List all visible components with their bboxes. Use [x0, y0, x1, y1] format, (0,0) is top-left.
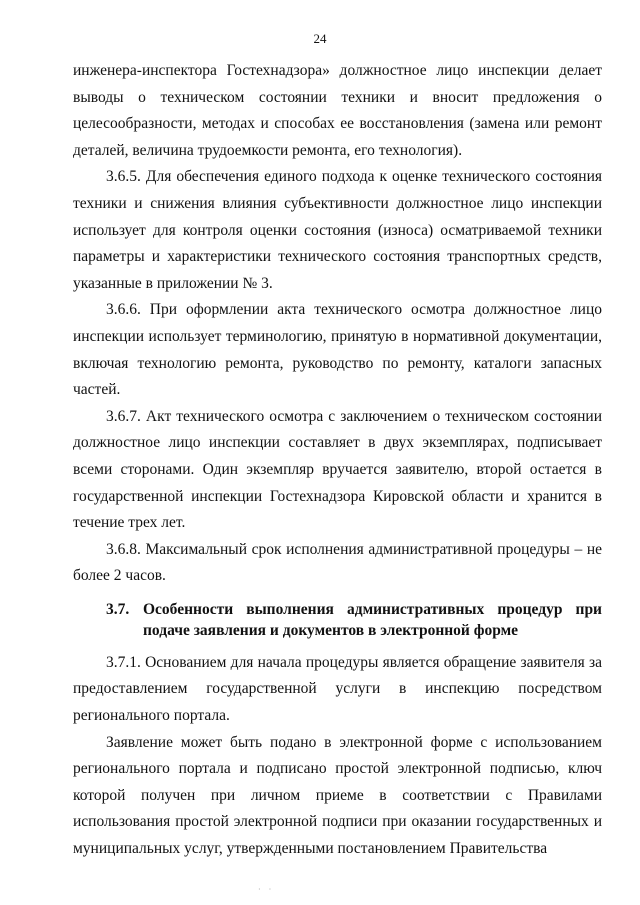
paragraph-continuation: инженера-инспектора Гостехнадзора» должностное лицо инспекции делает выводы о техническом состоянии техники и вносит предложения о целесообразности, методах и способах ее восстановления (замена или ремонт деталей, величина трудоемкости ремонта, его технология). — [73, 62, 602, 159]
section-heading-number: 3.7. — [106, 600, 130, 618]
section-heading — [73, 599, 602, 641]
paragraph-3-7-1: 3.7.1. Основанием для начала процедуры является обращение заявителя за предоставлением государственной услуги в инспекцию посредством регионального портала. — [73, 653, 602, 725]
paragraph-3-6-7: 3.6.7. Акт технического осмотра с заключением о техническом состоянии должностное лицо инспекции составляет в двух экземплярах, подписывает всеми сторонами. Один экземпляр вручается заявителю, второй остается в государственной инспекции Гостехнадзора Кировской области и хранится в течение трех лет. — [73, 407, 602, 532]
page-number: 24 — [313, 31, 327, 46]
paragraph-3-6-8: 3.6.8. Максимальный срок исполнения административной процедуры – не более 2 часов. — [73, 540, 602, 585]
document-body — [73, 58, 602, 863]
paragraph-statement: Заявление может быть подано в электронной форме с использованием регионального портала и подписано простой электронной подписью, ключ которой получен при личном приеме в соответствии с Правилами использования простой электронной подписи при оказании государственных и муниципальных услуг, утвержденными постановлением Правительства — [73, 733, 602, 858]
paragraphs-after — [73, 650, 602, 863]
scan-artifact-dots: · · — [258, 885, 275, 894]
paragraph-3-6-6: 3.6.6. При оформлении акта технического осмотра должностное лицо инспекции использует терминологию, принятую в нормативной документации, включая технологию ремонта, руководство по ремонту, каталоги запасных частей. — [73, 301, 602, 399]
paragraph-3-6-5: 3.6.5. Для обеспечения единого подхода к оценке технического состояния техники и снижения влияния субъективности должностное лицо инспекции использует для контроля оценки состояния (износа) осматриваемой техники параметры и характеристики технического состояния транспортных средств, указанные в приложении № 3. — [73, 168, 602, 292]
paragraphs-before — [73, 58, 602, 590]
section-heading-title: Особенности выполнения административных процедур при подаче заявления и документов в электронной форме — [143, 600, 602, 639]
